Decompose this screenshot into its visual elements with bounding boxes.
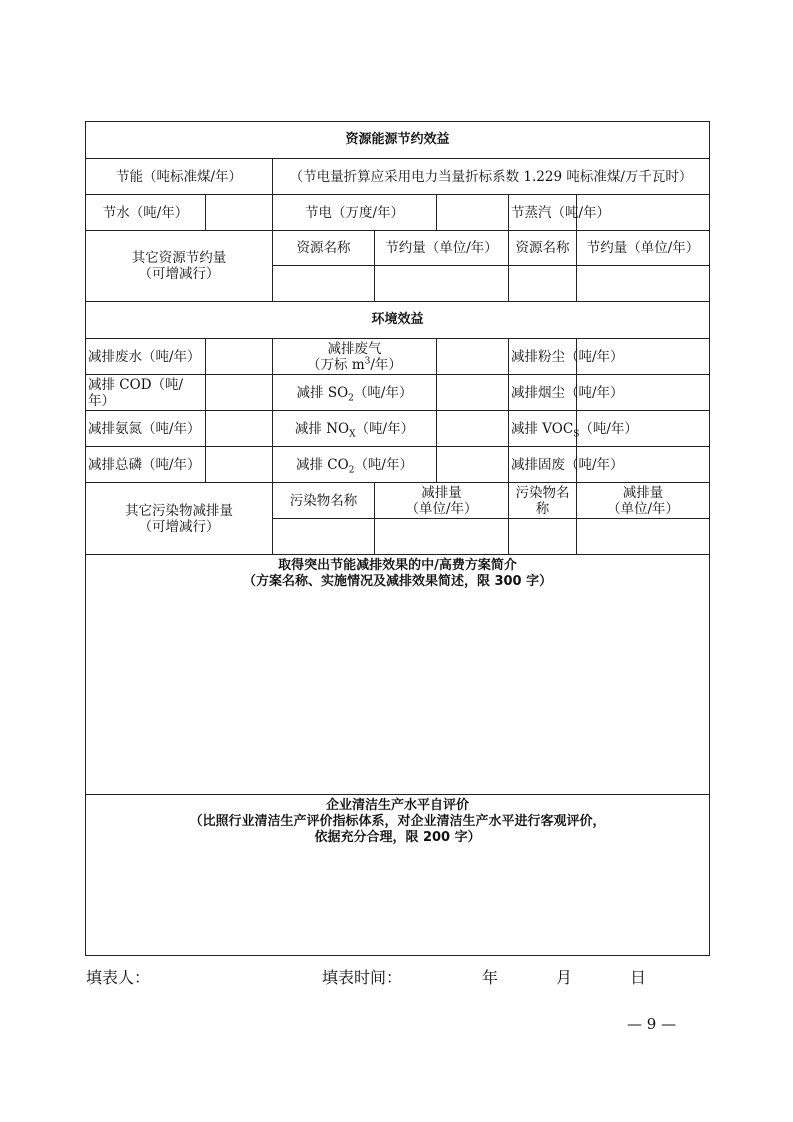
- so2-label: 减排 $SO_2$（吨/年）: [273, 375, 437, 411]
- phosphorus-value[interactable]: [206, 447, 273, 483]
- resource-amount-input-2[interactable]: [577, 266, 710, 302]
- nox-value[interactable]: [437, 411, 509, 447]
- resource-name-header-2: 资源名称: [509, 231, 577, 266]
- section-title-resource: 资源能源节约效益: [86, 122, 710, 159]
- pollutant-amount-input-2[interactable]: [577, 519, 710, 555]
- self-eval-line3: 依据充分合理，限 200 字）: [314, 830, 481, 845]
- voc-label-cell: 减排 $VOC_S$（吨/年）: [509, 411, 577, 447]
- filler-label: 填表人：: [86, 968, 151, 987]
- electricity-saving-label: 节电（万度/年）: [273, 195, 437, 231]
- phosphorus-label: 减排总磷（吨/年）: [86, 447, 206, 483]
- solid-label-cell: 减排固废（吨/年）: [509, 447, 577, 483]
- energy-saving-label: 节能（吨标准煤/年）: [86, 159, 273, 195]
- wastegas-value[interactable]: [437, 339, 509, 375]
- electricity-saving-value[interactable]: [437, 195, 509, 231]
- self-eval-title: 企业清洁生产水平自评价: [326, 798, 470, 813]
- water-saving-label: 节水（吨/年）: [86, 195, 206, 231]
- scheme-title: 取得突出节能减排效果的中/高费方案简介: [278, 558, 517, 573]
- resource-amount-header-2: 节约量（单位/年）: [577, 231, 710, 266]
- wastewater-label: 减排废水（吨/年）: [86, 339, 206, 375]
- co2-label: 减排 $CO_2$（吨/年）: [273, 447, 437, 483]
- scheme-subtitle: （方案名称、实施情况及减排效果简述，限 300 字）: [242, 574, 553, 589]
- nox-label: 减排 $NO_X$（吨/年）: [273, 411, 437, 447]
- pollutant-name-input-1[interactable]: [273, 519, 375, 555]
- ammonia-value[interactable]: [206, 411, 273, 447]
- wastewater-value[interactable]: [206, 339, 273, 375]
- resource-name-input-1[interactable]: [273, 266, 375, 302]
- self-eval-line2: （比照行业清洁生产评价指标体系，对企业清洁生产水平进行客观评价，: [189, 814, 606, 829]
- other-resource-label: 其它资源节约量 （可增减行）: [86, 231, 273, 302]
- section-title-environment: 环境效益: [86, 302, 710, 339]
- pollutant-name-input-2[interactable]: [509, 519, 577, 555]
- cod-value[interactable]: [206, 375, 273, 411]
- pollutant-amount-header-2: 减排量 （单位/年）: [577, 483, 710, 519]
- other-pollutant-label: 其它污染物减排量 （可增减行）: [86, 483, 273, 555]
- pollutant-amount-input-1[interactable]: [375, 519, 509, 555]
- pollutant-name-header-2: 污染物名 称: [509, 483, 577, 519]
- resource-amount-header-1: 节约量（单位/年）: [375, 231, 509, 266]
- wastegas-label: 减排废气 （万标 $m^3/$年）: [273, 339, 437, 375]
- resource-name-header-1: 资源名称: [273, 231, 375, 266]
- resource-amount-input-1[interactable]: [375, 266, 509, 302]
- self-evaluation-area[interactable]: [86, 795, 710, 956]
- day-label: 日: [630, 968, 647, 987]
- energy-saving-note: （节电量折算应采用电力当量折标系数 1.229 吨标准煤/万千瓦时）: [273, 159, 710, 195]
- cod-label: 减排 COD（吨/年）: [86, 375, 206, 411]
- smoke-label-cell: 减排烟尘（吨/年）: [509, 375, 577, 411]
- month-label: 月: [556, 968, 573, 987]
- page-number: — 9 —: [627, 1015, 677, 1033]
- ammonia-label: 减排氨氮（吨/年）: [86, 411, 206, 447]
- resource-name-input-2[interactable]: [509, 266, 577, 302]
- co2-value[interactable]: [437, 447, 509, 483]
- scheme-description-area[interactable]: [86, 555, 710, 795]
- pollutant-amount-header-1: 减排量 （单位/年）: [375, 483, 509, 519]
- water-saving-value[interactable]: [206, 195, 273, 231]
- fill-time-label: 填表时间：: [322, 968, 403, 987]
- dust-label: 减排粉尘（吨/年）: [509, 339, 577, 375]
- form-footer: [86, 965, 706, 989]
- steam-saving-label: 节蒸汽（吨/年）: [509, 195, 577, 231]
- so2-value[interactable]: [437, 375, 509, 411]
- pollutant-name-header-1: 污染物名称: [273, 483, 375, 519]
- year-label: 年: [482, 968, 499, 987]
- benefit-form-table: [85, 121, 710, 956]
